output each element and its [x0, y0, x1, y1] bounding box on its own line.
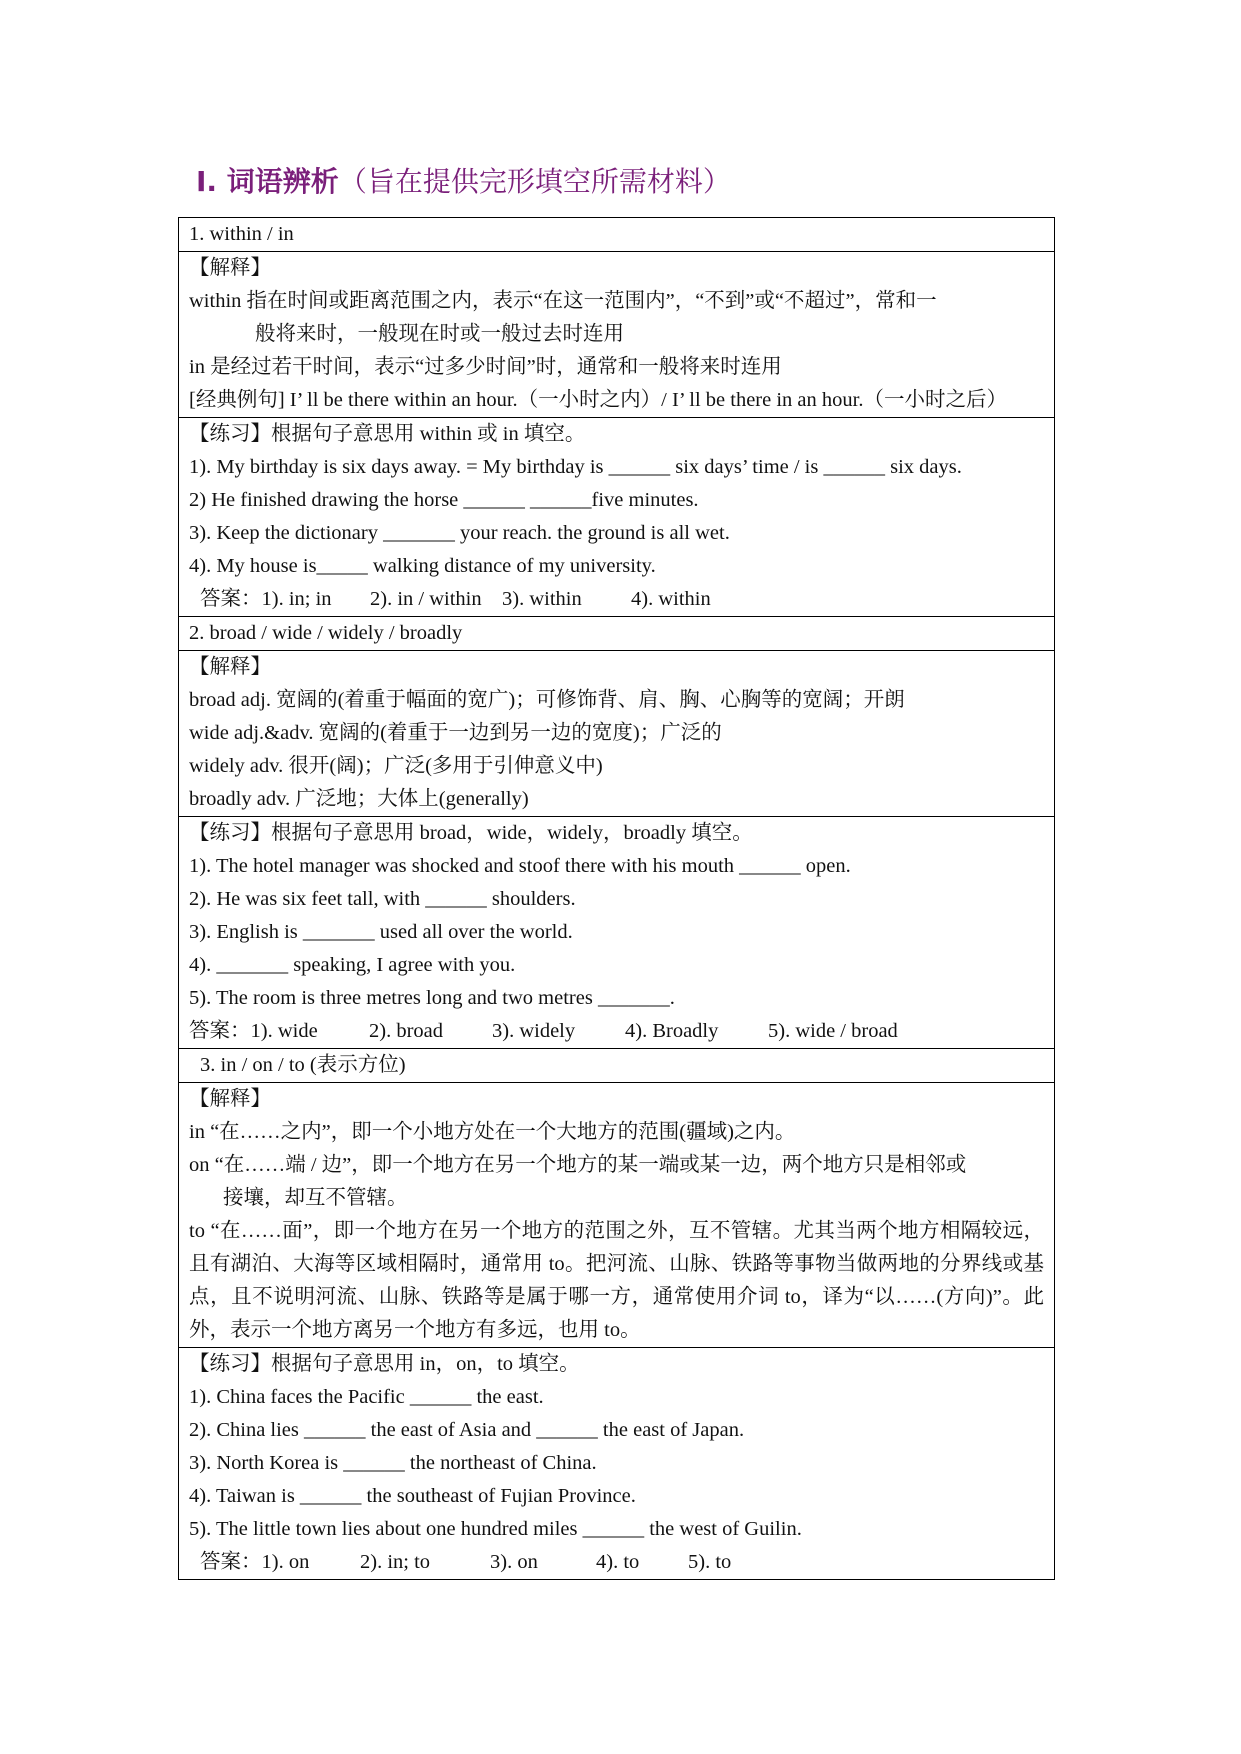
explain-label: 【解释】 [189, 1088, 271, 1110]
explain-line: 般将来时，一般现在时或一般过去时连用 [255, 323, 624, 345]
explain-line: on “在……端 / 边”，即一个地方在另一个地方的某一端或某一边，两个地方只是相邻或 [189, 1154, 967, 1176]
practice-item: 4). _______ speaking, I agree with you. [189, 954, 516, 976]
practice-title: 【练习】根据句子意思用 in，on，to 填空。 [189, 1353, 580, 1375]
explain-line: within 指在时间或距离范围之内，表示“在这一范围内”，“不到”或“不超过”，常和一 [189, 290, 937, 312]
practice-item: 1). My birthday is six days away. = My birthday is ______ six days’ time / is ______ six days. [189, 456, 962, 478]
answer-item: 4). Broadly [625, 1020, 719, 1042]
explain-line: in “在……之内”，即一个小地方处在一个大地方的范围(疆域)之内。 [189, 1121, 796, 1143]
practice-item: 2). He was six feet tall, with ______ shoulders. [189, 888, 576, 910]
section-header [179, 218, 1055, 252]
practice-title: 【练习】根据句子意思用 broad，wide，widely，broadly 填空。 [189, 822, 753, 844]
explain-line: 接壤，却互不管辖。 [223, 1187, 408, 1209]
answer-item: 3). widely [492, 1020, 576, 1042]
answer-item: 答案：1). wide [189, 1020, 318, 1042]
section-2-header: 2. broad / wide / widely / broadly [189, 622, 463, 644]
answer-line [189, 1546, 1044, 1579]
practice-item: 5). The little town lies about one hundred miles ______ the west of Guilin. [189, 1518, 802, 1540]
practice-item: 3). North Korea is ______ the northeast of China. [189, 1452, 597, 1474]
answer-item: 2). in / within [370, 588, 482, 610]
section-1-header: 1. within / in [189, 223, 294, 245]
practice-item: 1). The hotel manager was shocked and stoof there with his mouth ______ open. [189, 855, 851, 877]
explain-label: 【解释】 [189, 656, 271, 678]
answer-item: 3). on [490, 1551, 538, 1573]
section-1-explanation [179, 252, 1055, 418]
section-3-practice [179, 1348, 1055, 1580]
answer-line [189, 1015, 1044, 1048]
answer-item: 3). within [502, 588, 582, 610]
explain-paragraph: to “在……面”，即一个地方在另一个地方的范围之外，互不管辖。尤其当两个地方相隔较远，且有湖泊、大海等区域相隔时，通常用 to。把河流、山脉、铁路等事物当做两地的分界线或基点，且不说明河流、山脉、铁路等是属于哪一方，通常使用介词 to，译为“以……(方向)”。此外，表示一个地方离另一个地方有多远，也用 to。 [189, 1220, 1044, 1341]
explain-line: widely adv. 很开(阔)；广泛(多用于引伸意义中) [189, 755, 603, 777]
section-header [179, 617, 1055, 651]
example-sentence: [经典例句] I’ ll be there within an hour.（一小时之内）/ I’ ll be there in an hour.（一小时之后） [189, 389, 1007, 411]
section-3-explanation [179, 1083, 1055, 1348]
practice-item: 2) He finished drawing the horse ______ ______five minutes. [189, 489, 699, 511]
section-header [179, 1049, 1055, 1083]
title-subtitle: （旨在提供完形填空所需材料） [338, 165, 731, 198]
answer-item: 5). to [688, 1551, 732, 1573]
explain-label: 【解释】 [189, 257, 271, 279]
answer-item: 4). to [596, 1551, 640, 1573]
answer-item: 4). within [631, 588, 711, 610]
practice-item: 4). My house is_____ walking distance of my university. [189, 555, 656, 577]
title-main: Ⅰ. 词语辨析 [196, 165, 339, 198]
explain-line: wide adj.&adv. 宽阔的(着重于一边到另一边的宽度)；广泛的 [189, 722, 722, 744]
practice-item: 2). China lies ______ the east of Asia and ______ the east of Japan. [189, 1419, 745, 1441]
practice-item: 5). The room is three metres long and two metres _______. [189, 987, 675, 1009]
section-1-practice [179, 418, 1055, 617]
practice-title: 【练习】根据句子意思用 within 或 in 填空。 [189, 423, 586, 445]
explain-line: broad adj. 宽阔的(着重于幅面的宽广)；可修饰背、肩、胸、心胸等的宽阔；开朗 [189, 689, 905, 711]
answer-line [189, 583, 1044, 616]
answer-item: 答案：1). on [200, 1551, 310, 1573]
practice-item: 3). English is _______ used all over the world. [189, 921, 573, 943]
section-2-explanation [179, 651, 1055, 817]
explain-line: broadly adv. 广泛地；大体上(generally) [189, 788, 529, 810]
answer-item: 答案：1). in; in [200, 588, 332, 610]
answer-item: 2). in; to [360, 1551, 431, 1573]
vocab-table [178, 217, 1055, 1580]
section-2-practice [179, 817, 1055, 1049]
section-3-header: 3. in / on / to (表示方位) [200, 1054, 406, 1076]
page-title [196, 162, 731, 202]
answer-item: 2). broad [369, 1020, 444, 1042]
explain-line: in 是经过若干时间，表示“过多少时间”时，通常和一般将来时连用 [189, 356, 782, 378]
practice-item: 3). Keep the dictionary _______ your reach. the ground is all wet. [189, 522, 730, 544]
practice-item: 4). Taiwan is ______ the southeast of Fujian Province. [189, 1485, 636, 1507]
practice-item: 1). China faces the Pacific ______ the east. [189, 1386, 544, 1408]
answer-item: 5). wide / broad [768, 1020, 898, 1042]
